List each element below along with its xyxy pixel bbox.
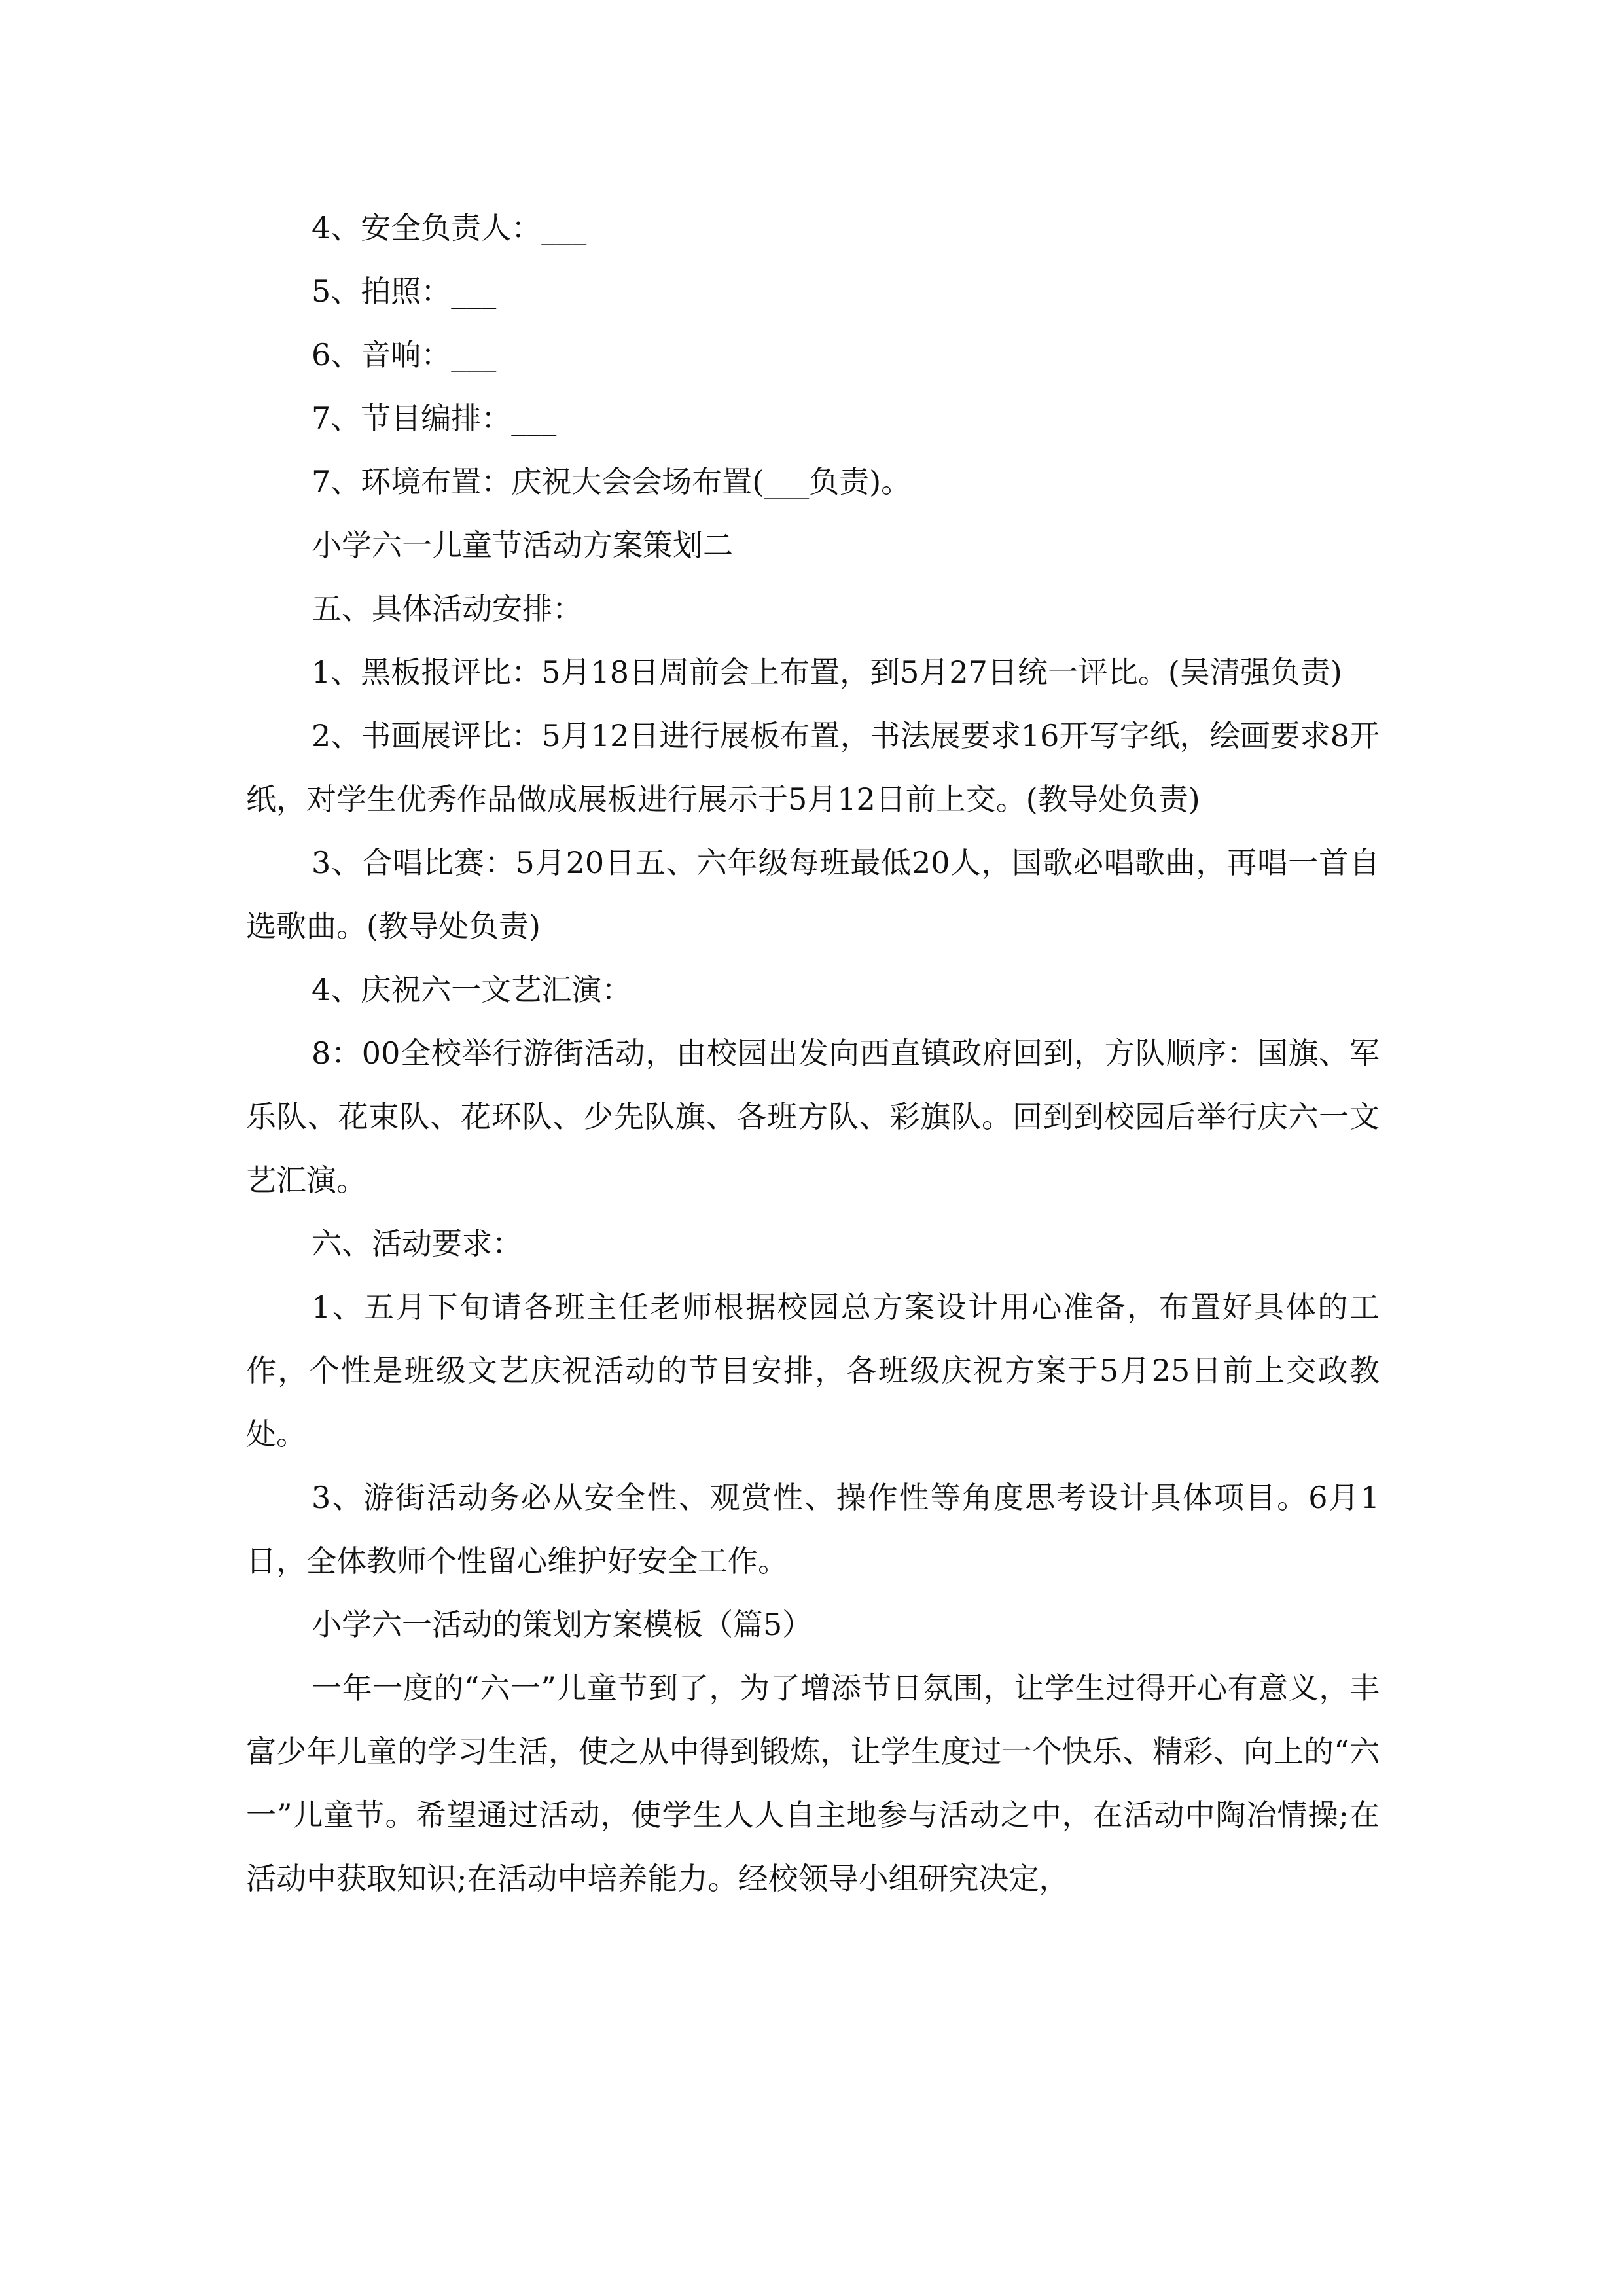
paragraph-art-performance-heading: 4、庆祝六一文艺汇演： xyxy=(312,972,632,1007)
paragraph-blackboard-contest: 1、黑板报评比：5月18日周前会上布置，到5月27日统一评比。(吴清强负责) xyxy=(312,655,1342,690)
paragraph-calligraphy-exhibition: 2、书画展评比：5月12日进行展板布置，书法展要求16开写字纸，绘画要求8开纸，对学生优秀作品做成展板进行展示于5月12日前上交。(教导处负责) xyxy=(246,718,1380,817)
paragraph-introduction: 一年一度的“六一”儿童节到了，为了增添节日氛围，让学生过得开心有意义，丰富少年儿童的学习生活，使之从中得到锻炼，让学生度过一个快乐、精彩、向上的“六一”儿童节。希望通过活动，使学生人人自主地参与活动之中，在活动中陶冶情操;在活动中获取知识;在活动中培养能力。经校领导小组研究决定， xyxy=(246,1670,1380,1896)
section-title-plan-two: 小学六一儿童节活动方案策划二 xyxy=(312,528,733,563)
sound-line: 6、音响：___ xyxy=(312,337,497,372)
photography-line: 5、拍照：___ xyxy=(312,274,497,309)
section-title-plan-five: 小学六一活动的策划方案模板（篇5） xyxy=(312,1607,813,1642)
safety-officer-line: 4、安全负责人：___ xyxy=(312,210,587,245)
program-arrangement-line: 7、节目编排：___ xyxy=(312,401,557,436)
document-body xyxy=(246,196,1380,1910)
venue-setup-line: 7、环境布置：庆祝大会会场布置(___负责)。 xyxy=(312,464,912,499)
paragraph-choir-contest: 3、合唱比赛：5月20日五、六年级每班最低20人，国歌必唱歌曲，再唱一首自选歌曲。(教导处负责) xyxy=(246,845,1380,944)
section-heading-requirements: 六、活动要求： xyxy=(312,1226,522,1261)
paragraph-requirement-3: 3、游街活动务必从安全性、观赏性、操作性等角度思考设计具体项目。6月1日，全体教师个性留心维护好安全工作。 xyxy=(246,1480,1380,1579)
paragraph-parade: 8：00全校举行游街活动，由校园出发向西直镇政府回到，方队顺序：国旗、军乐队、花束队、花环队、少先队旗、各班方队、彩旗队。回到到校园后举行庆六一文艺汇演。 xyxy=(246,1035,1380,1198)
section-heading-activity-schedule: 五、具体活动安排： xyxy=(312,591,582,626)
paragraph-requirement-1: 1、五月下旬请各班主任老师根据校园总方案设计用心准备，布置好具体的工作，个性是班级文艺庆祝活动的节目安排，各班级庆祝方案于5月25日前上交政教处。 xyxy=(246,1289,1380,1452)
